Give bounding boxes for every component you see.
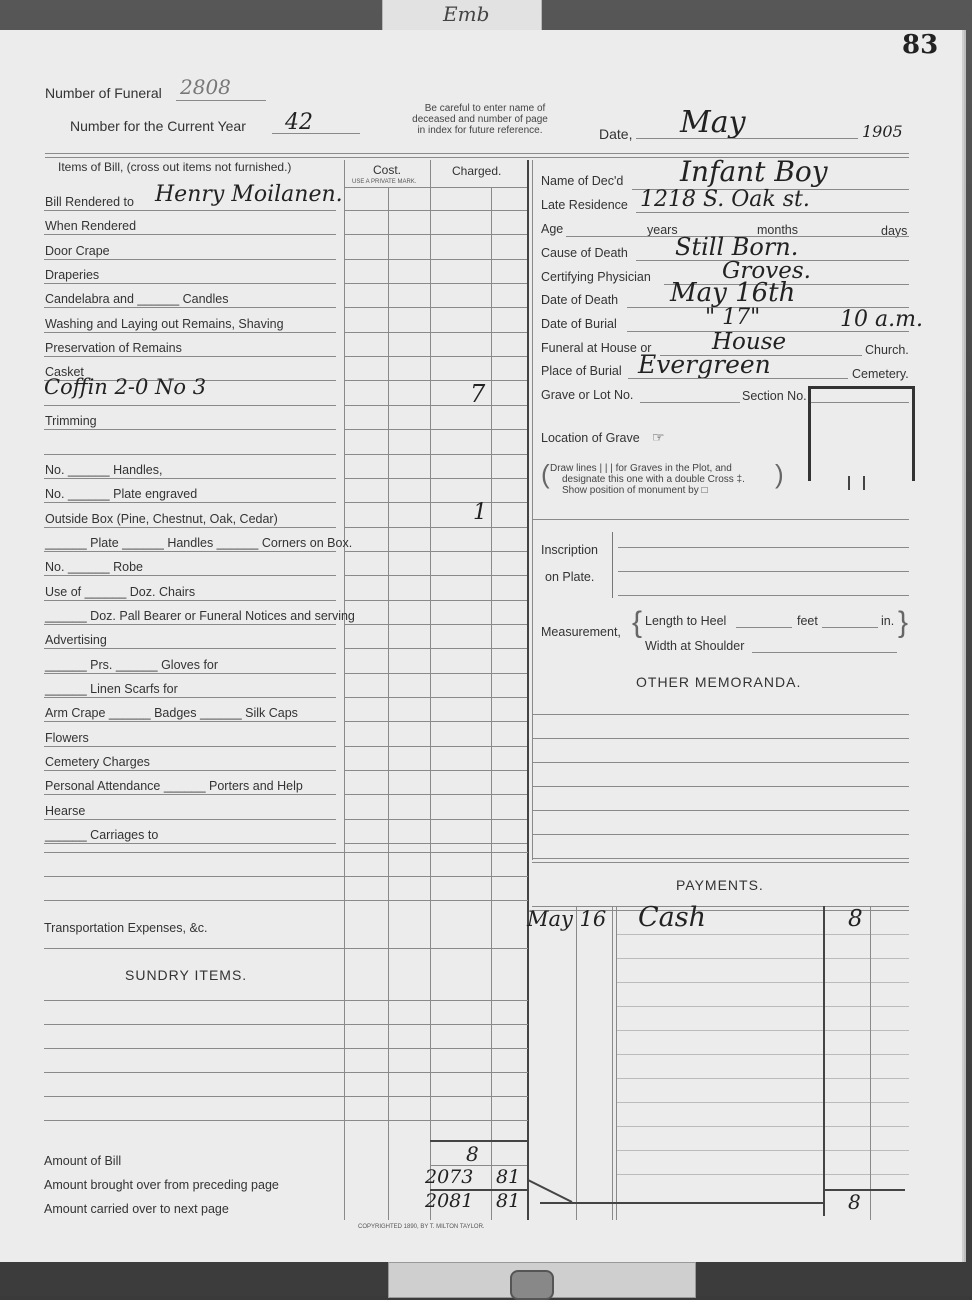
bill-row-line bbox=[44, 600, 336, 601]
death-date-value: May 16th bbox=[670, 278, 796, 308]
bill-row-money-line bbox=[491, 843, 527, 844]
bill-row-money-line bbox=[430, 770, 491, 771]
bill-row-label: Candelabra and ______ Candles bbox=[45, 292, 229, 306]
bill-row-line bbox=[44, 210, 336, 211]
bill-row-label: No. ______ Plate engraved bbox=[45, 487, 198, 501]
bill-row-money-line bbox=[430, 551, 491, 552]
draw-note-3: Show position of monument by □ bbox=[562, 485, 708, 496]
bill-row-money-line bbox=[491, 234, 527, 235]
payments-col-4 bbox=[823, 906, 825, 1216]
bill-row-money-line bbox=[344, 283, 388, 284]
current-year-label: Number for the Current Year bbox=[70, 118, 246, 134]
bill-row-label: Use of ______ Doz. Chairs bbox=[45, 585, 196, 599]
cost-col-right bbox=[430, 160, 431, 1220]
payment-line bbox=[616, 1006, 909, 1007]
payments-col-2 bbox=[612, 906, 613, 1220]
payment-date: May 16 bbox=[527, 907, 607, 931]
residence-label: Late Residence bbox=[541, 198, 628, 212]
bill-row-label: ______ Carriages to bbox=[45, 828, 159, 842]
bill-row-money-line bbox=[491, 770, 527, 771]
charged-col-cents bbox=[491, 187, 492, 1220]
index-tab-label: Emb bbox=[443, 2, 490, 26]
bill-row-money-line bbox=[388, 259, 430, 260]
bill-row-money-line bbox=[491, 648, 527, 649]
payment-description: Cash bbox=[638, 902, 707, 933]
location-label: Location of Grave bbox=[541, 431, 640, 445]
section-label: Section No. bbox=[742, 389, 807, 403]
bill-row-money-line bbox=[344, 405, 388, 406]
bill-blank-line bbox=[44, 876, 528, 877]
bill-row-money-line bbox=[344, 210, 388, 211]
payment-total-rule bbox=[540, 1202, 823, 1204]
bill-row-label: Washing and Laying out Remains, Shaving bbox=[45, 317, 284, 331]
bill-row-line bbox=[44, 673, 336, 674]
age-days: days bbox=[881, 224, 908, 238]
bill-row-label: Outside Box (Pine, Chestnut, Oak, Cedar) bbox=[45, 512, 278, 526]
bill-row-line bbox=[44, 551, 336, 552]
bill-row-money-line bbox=[491, 454, 527, 455]
bill-row-money-line bbox=[388, 770, 430, 771]
bill-row-line bbox=[44, 502, 336, 503]
payment-amount: 8 bbox=[848, 906, 863, 932]
bill-row-money-line bbox=[388, 429, 430, 430]
bill-row-money-line bbox=[491, 575, 527, 576]
bill-row-money-line bbox=[344, 332, 388, 333]
bill-row-line bbox=[44, 259, 336, 260]
residence-value: 1218 S. Oak st. bbox=[640, 187, 810, 212]
grave-plot-gap bbox=[848, 478, 862, 492]
memoranda-rule-1 bbox=[532, 858, 909, 859]
memoranda-rule-2 bbox=[532, 862, 909, 863]
width-label: Width at Shoulder bbox=[645, 639, 745, 653]
age-months: months bbox=[757, 223, 798, 237]
payment-line bbox=[616, 1150, 909, 1151]
bill-row-money-line bbox=[491, 405, 527, 406]
funeral-number-value: 2808 bbox=[180, 75, 231, 99]
payments-col-5 bbox=[870, 906, 871, 1220]
bill-row-money-line bbox=[344, 356, 388, 357]
payment-line bbox=[616, 934, 909, 935]
payment-line bbox=[616, 958, 909, 959]
draw-note-1: Draw lines | | | for Graves in the Plot, and bbox=[550, 463, 732, 474]
bill-row-money-line bbox=[430, 673, 491, 674]
bill-row-label: Hearse bbox=[45, 804, 86, 818]
bill-row-label: Flowers bbox=[45, 731, 89, 745]
bill-row-money-line bbox=[430, 624, 491, 625]
pointing-hand-icon: ☞ bbox=[652, 429, 665, 445]
bill-row-money-line bbox=[491, 307, 527, 308]
funeral-number-line bbox=[176, 100, 266, 101]
bill-row-money-line bbox=[344, 259, 388, 260]
bill-row-money-line bbox=[491, 502, 527, 503]
bill-row-money-line bbox=[491, 527, 527, 528]
bill-row-money-line bbox=[491, 551, 527, 552]
page-number: 83 bbox=[902, 30, 939, 60]
bill-row-money-line bbox=[430, 478, 491, 479]
bill-row-label: Draperies bbox=[45, 268, 100, 282]
measurement-label: Measurement, bbox=[541, 625, 621, 639]
date-year: 1905 bbox=[862, 122, 903, 141]
payments-heading: PAYMENTS. bbox=[676, 877, 764, 893]
bill-row-line bbox=[44, 234, 336, 235]
cause-value: Still Born. bbox=[675, 233, 799, 261]
payment-total-top bbox=[823, 1189, 905, 1191]
bill-row-money-line bbox=[430, 210, 491, 211]
place-line bbox=[628, 378, 848, 379]
memoranda-line bbox=[532, 762, 909, 763]
bill-row-label: Cemetery Charges bbox=[45, 755, 150, 769]
bill-row-line bbox=[44, 624, 336, 625]
brought-over-cents: 81 bbox=[496, 1166, 521, 1188]
bill-row-label: ______ Prs. ______ Gloves for bbox=[45, 658, 219, 672]
memoranda-line bbox=[532, 834, 909, 835]
bill-row-money-line bbox=[430, 648, 491, 649]
right-section-border bbox=[532, 160, 533, 860]
bill-row-money-line bbox=[388, 673, 430, 674]
grave-line bbox=[640, 402, 740, 403]
bill-row-line bbox=[44, 429, 336, 430]
bill-row-line bbox=[44, 283, 336, 284]
bill-row-money-line bbox=[491, 332, 527, 333]
items-heading: Items of Bill, (cross out items not furnished.) bbox=[58, 160, 292, 174]
bill-row-money-line bbox=[388, 551, 430, 552]
place-value: Evergreen bbox=[638, 350, 771, 379]
memoranda-line bbox=[532, 786, 909, 787]
bill-row-money-line bbox=[491, 600, 527, 601]
cost-col-cents bbox=[388, 187, 389, 1220]
bill-row-money-line bbox=[388, 356, 430, 357]
bill-row-money-line bbox=[388, 283, 430, 284]
bill-row-line bbox=[44, 332, 336, 333]
memoranda-line bbox=[532, 810, 909, 811]
bill-row-money-line bbox=[388, 332, 430, 333]
bill-row-money-line bbox=[388, 380, 430, 381]
bill-row-money-line bbox=[388, 819, 430, 820]
bill-row-money-line bbox=[430, 332, 491, 333]
bill-row-line bbox=[44, 356, 336, 357]
inscription-line-2 bbox=[618, 571, 909, 572]
bill-row-money-line bbox=[430, 575, 491, 576]
date-month: May bbox=[680, 105, 746, 140]
bill-row-money-line bbox=[430, 794, 491, 795]
bill-blank-line bbox=[44, 1072, 528, 1073]
memoranda-line bbox=[532, 714, 909, 715]
bill-row-money-line bbox=[388, 478, 430, 479]
bill-row-money-line bbox=[430, 307, 491, 308]
bill-row-money-line bbox=[430, 429, 491, 430]
bill-blank-line bbox=[44, 948, 528, 949]
bill-row-money-line bbox=[388, 648, 430, 649]
bill-row-line bbox=[44, 770, 336, 771]
bill-row-money-line bbox=[388, 454, 430, 455]
payment-line bbox=[616, 1030, 909, 1031]
bill-row-money-line bbox=[344, 721, 388, 722]
bill-row-money-line bbox=[491, 673, 527, 674]
funeral-number-label: Number of Funeral bbox=[45, 85, 162, 101]
bill-row-money-line bbox=[430, 721, 491, 722]
grave-plot-entry-left bbox=[848, 476, 850, 490]
grave-section-rule bbox=[532, 519, 909, 520]
bill-row-money-line bbox=[388, 624, 430, 625]
bill-row-money-line bbox=[430, 356, 491, 357]
bill-row-money-line bbox=[344, 843, 388, 844]
charged-col-right bbox=[527, 160, 529, 1220]
age-label: Age bbox=[541, 222, 564, 236]
date-label: Date, bbox=[599, 126, 633, 142]
bill-row-money-line bbox=[388, 746, 430, 747]
carried-over-cents: 81 bbox=[496, 1190, 521, 1212]
length-line-in bbox=[822, 627, 878, 628]
payment-line bbox=[616, 1054, 909, 1055]
bill-row-money-line bbox=[388, 697, 430, 698]
cost-subheading: USE A PRIVATE MARK. bbox=[352, 179, 417, 185]
burial-date-value: " 17" bbox=[705, 305, 761, 330]
bill-row-money-line bbox=[344, 502, 388, 503]
bill-row-label: When Rendered bbox=[45, 219, 137, 233]
church-label: Church. bbox=[865, 343, 909, 357]
funeral-label: Funeral at House or bbox=[541, 341, 652, 355]
bill-row-money-line bbox=[344, 380, 388, 381]
amount-of-bill-value: 8 bbox=[466, 1142, 479, 1166]
bill-row-line bbox=[44, 746, 336, 747]
bill-row-label: Bill Rendered to bbox=[45, 195, 134, 209]
outside-box-charge: 1 bbox=[473, 500, 487, 525]
burial-date-label: Date of Burial bbox=[541, 317, 617, 331]
copyright: COPYRIGHTED 1890, BY T. MILTON TAYLOR. bbox=[358, 1224, 485, 1230]
bill-row-money-line bbox=[491, 283, 527, 284]
funeral-value: House bbox=[712, 329, 787, 355]
measurement-brace-left: { bbox=[632, 606, 643, 639]
charged-heading: Charged. bbox=[452, 164, 502, 178]
bill-row-line bbox=[44, 307, 336, 308]
bill-row-label: Arm Crape ______ Badges ______ Silk Caps bbox=[45, 706, 298, 720]
memoranda-line bbox=[532, 738, 909, 739]
bill-row-money-line bbox=[344, 429, 388, 430]
cause-label: Cause of Death bbox=[541, 246, 628, 260]
bill-row-money-line bbox=[491, 721, 527, 722]
bill-row-money-line bbox=[388, 234, 430, 235]
bill-blank-line bbox=[44, 900, 528, 901]
header-rule-1 bbox=[45, 153, 909, 154]
carried-over-dollars: 2081 bbox=[425, 1190, 474, 1212]
bill-row-money-line bbox=[430, 259, 491, 260]
bill-row-money-line bbox=[344, 454, 388, 455]
transport-label: Transportation Expenses, &c. bbox=[44, 921, 208, 935]
bill-row-money-line bbox=[388, 405, 430, 406]
bill-row-money-line bbox=[388, 843, 430, 844]
bill-row-money-line bbox=[430, 454, 491, 455]
date-line bbox=[636, 138, 858, 139]
grave-label: Grave or Lot No. bbox=[541, 388, 634, 402]
physician-label: Certifying Physician bbox=[541, 270, 651, 284]
bill-row-money-line bbox=[344, 819, 388, 820]
bill-row-label: No. ______ Handles, bbox=[45, 463, 163, 477]
bill-row-money-line bbox=[491, 356, 527, 357]
bill-row-line bbox=[44, 575, 336, 576]
bill-row-money-line bbox=[388, 575, 430, 576]
bill-row-money-line bbox=[491, 794, 527, 795]
bill-row-label: Preservation of Remains bbox=[45, 341, 182, 355]
bill-row-money-line bbox=[491, 819, 527, 820]
burial-time-value: 10 a.m. bbox=[840, 307, 923, 332]
physician-value: Groves. bbox=[722, 258, 811, 284]
name-label: Name of Dec'd bbox=[541, 174, 624, 188]
brought-over-dollars: 2073 bbox=[425, 1166, 474, 1188]
bill-row-money-line bbox=[430, 283, 491, 284]
payment-line bbox=[616, 1126, 909, 1127]
bill-row-line bbox=[44, 794, 336, 795]
bill-blank-line bbox=[44, 1048, 528, 1049]
bill-row-line bbox=[44, 697, 336, 698]
draw-note-2: designate this one with a double Cross ‡. bbox=[562, 474, 745, 485]
payments-col-3 bbox=[616, 906, 617, 1220]
bill-row-money-line bbox=[491, 697, 527, 698]
bill-row-money-line bbox=[491, 259, 527, 260]
bill-row-money-line bbox=[344, 527, 388, 528]
bill-row-money-line bbox=[491, 429, 527, 430]
bill-row-label: No. ______ Robe bbox=[45, 560, 143, 574]
bill-row-label: Advertising bbox=[45, 633, 107, 647]
bill-row-money-line bbox=[344, 234, 388, 235]
bill-row-money-line bbox=[344, 794, 388, 795]
in-label: in. bbox=[881, 614, 895, 628]
bill-row-money-line bbox=[388, 721, 430, 722]
width-line bbox=[752, 652, 897, 653]
bill-row-line bbox=[44, 527, 336, 528]
carried-over-label: Amount carried over to next page bbox=[44, 1202, 229, 1216]
bill-row-money-line bbox=[344, 770, 388, 771]
sundry-heading: SUNDRY ITEMS. bbox=[125, 967, 248, 983]
index-notice-1: Be careful to enter name of bbox=[424, 103, 546, 114]
bill-row-money-line bbox=[430, 819, 491, 820]
bill-row-money-line bbox=[344, 673, 388, 674]
bill-row-label: Casket bbox=[45, 365, 84, 379]
payment-line bbox=[616, 1102, 909, 1103]
place-label: Place of Burial bbox=[541, 364, 622, 378]
bill-blank-line bbox=[44, 1000, 528, 1001]
bill-row-money-line bbox=[388, 600, 430, 601]
cost-col-left bbox=[344, 160, 345, 1220]
bill-blank-line bbox=[44, 852, 528, 853]
index-notice-2: deceased and number of page bbox=[412, 114, 548, 125]
payment-line bbox=[616, 1078, 909, 1079]
bill-row-line bbox=[44, 843, 336, 844]
bill-row-money-line bbox=[491, 210, 527, 211]
bill-row-money-line bbox=[491, 380, 527, 381]
payment-bracket-stroke bbox=[526, 1160, 576, 1205]
bill-row-money-line bbox=[388, 527, 430, 528]
bill-row-money-line bbox=[388, 307, 430, 308]
draw-note-brace-left: ( bbox=[541, 459, 550, 489]
length-label: Length to Heel bbox=[645, 614, 727, 628]
brought-over-label: Amount brought over from preceding page bbox=[44, 1178, 279, 1192]
grave-plot-box bbox=[808, 386, 915, 481]
memoranda-heading: OTHER MEMORANDA. bbox=[636, 674, 802, 690]
age-years: years bbox=[647, 223, 678, 237]
inscription-brace bbox=[612, 532, 613, 598]
measurement-brace-right: } bbox=[898, 606, 909, 639]
bill-row-money-line bbox=[344, 697, 388, 698]
bill-row-money-line bbox=[491, 478, 527, 479]
payment-total: 8 bbox=[848, 1190, 861, 1214]
bill-row-label: Trimming bbox=[45, 414, 97, 428]
bill-row-money-line bbox=[430, 843, 491, 844]
bill-row-money-line bbox=[344, 307, 388, 308]
draw-note-brace-right: ) bbox=[775, 459, 784, 489]
bill-row-money-line bbox=[344, 551, 388, 552]
bill-blank-line bbox=[44, 1120, 528, 1121]
bill-row-money-line bbox=[388, 210, 430, 211]
payments-col-1 bbox=[576, 906, 577, 1220]
current-year-line bbox=[272, 133, 360, 134]
bill-row-label: ______ Linen Scarfs for bbox=[45, 682, 178, 696]
inscription-label-2: on Plate. bbox=[545, 570, 595, 584]
bill-row-money-line bbox=[430, 746, 491, 747]
bill-row-money-line bbox=[344, 746, 388, 747]
bill-row-line bbox=[44, 405, 336, 406]
residence-line bbox=[636, 212, 909, 213]
bill-row-money-line bbox=[344, 575, 388, 576]
bill-row-line bbox=[44, 648, 336, 649]
cemetery-label: Cemetery. bbox=[852, 367, 909, 381]
bill-row-line bbox=[44, 721, 336, 722]
bill-row-money-line bbox=[344, 600, 388, 601]
bill-row-money-line bbox=[344, 478, 388, 479]
bill-row-money-line bbox=[388, 794, 430, 795]
bill-row-money-line bbox=[491, 624, 527, 625]
heading-rule bbox=[344, 187, 528, 188]
bill-row-money-line bbox=[388, 502, 430, 503]
bill-blank-line bbox=[44, 1024, 528, 1025]
death-date-label: Date of Death bbox=[541, 293, 619, 307]
bill-row-money-line bbox=[430, 600, 491, 601]
bill-row-label: Personal Attendance ______ Porters and Help bbox=[45, 779, 303, 793]
grave-plot-entry-right bbox=[863, 476, 865, 490]
bill-to-value: Henry Moilanen. bbox=[155, 182, 343, 207]
bill-row-label: Door Crape bbox=[45, 244, 110, 258]
feet-label: feet bbox=[797, 614, 818, 628]
bill-row-money-line bbox=[430, 527, 491, 528]
bill-row-line bbox=[44, 819, 336, 820]
inscription-line-1 bbox=[618, 547, 909, 548]
bill-row-money-line bbox=[430, 234, 491, 235]
bill-row-money-line bbox=[430, 697, 491, 698]
casket-charge: 7 bbox=[470, 380, 486, 408]
payment-line bbox=[616, 1174, 909, 1175]
bill-blank-line bbox=[44, 1096, 528, 1097]
bill-row-label: ______ Plate ______ Handles ______ Corners on Box. bbox=[45, 536, 353, 550]
payment-line bbox=[616, 982, 909, 983]
amount-of-bill-label: Amount of Bill bbox=[44, 1154, 122, 1168]
bill-row-line bbox=[44, 478, 336, 479]
bill-row-money-line bbox=[344, 648, 388, 649]
bill-row-label: ______ Doz. Pall Bearer or Funeral Notices and serving bbox=[45, 609, 355, 623]
current-year-value: 42 bbox=[285, 110, 313, 135]
index-notice-3: in index for future reference. bbox=[417, 125, 543, 136]
name-value: Infant Boy bbox=[680, 155, 828, 188]
bill-row-money-line bbox=[491, 746, 527, 747]
casket-entry: Coffin 2-0 No 3 bbox=[44, 375, 207, 399]
cost-heading: Cost. bbox=[373, 163, 402, 177]
length-line-feet bbox=[736, 627, 792, 628]
inscription-line-3 bbox=[618, 595, 909, 596]
bill-row-line bbox=[44, 454, 336, 455]
bill-row-money-line bbox=[344, 624, 388, 625]
inscription-label-1: Inscription bbox=[541, 543, 598, 557]
